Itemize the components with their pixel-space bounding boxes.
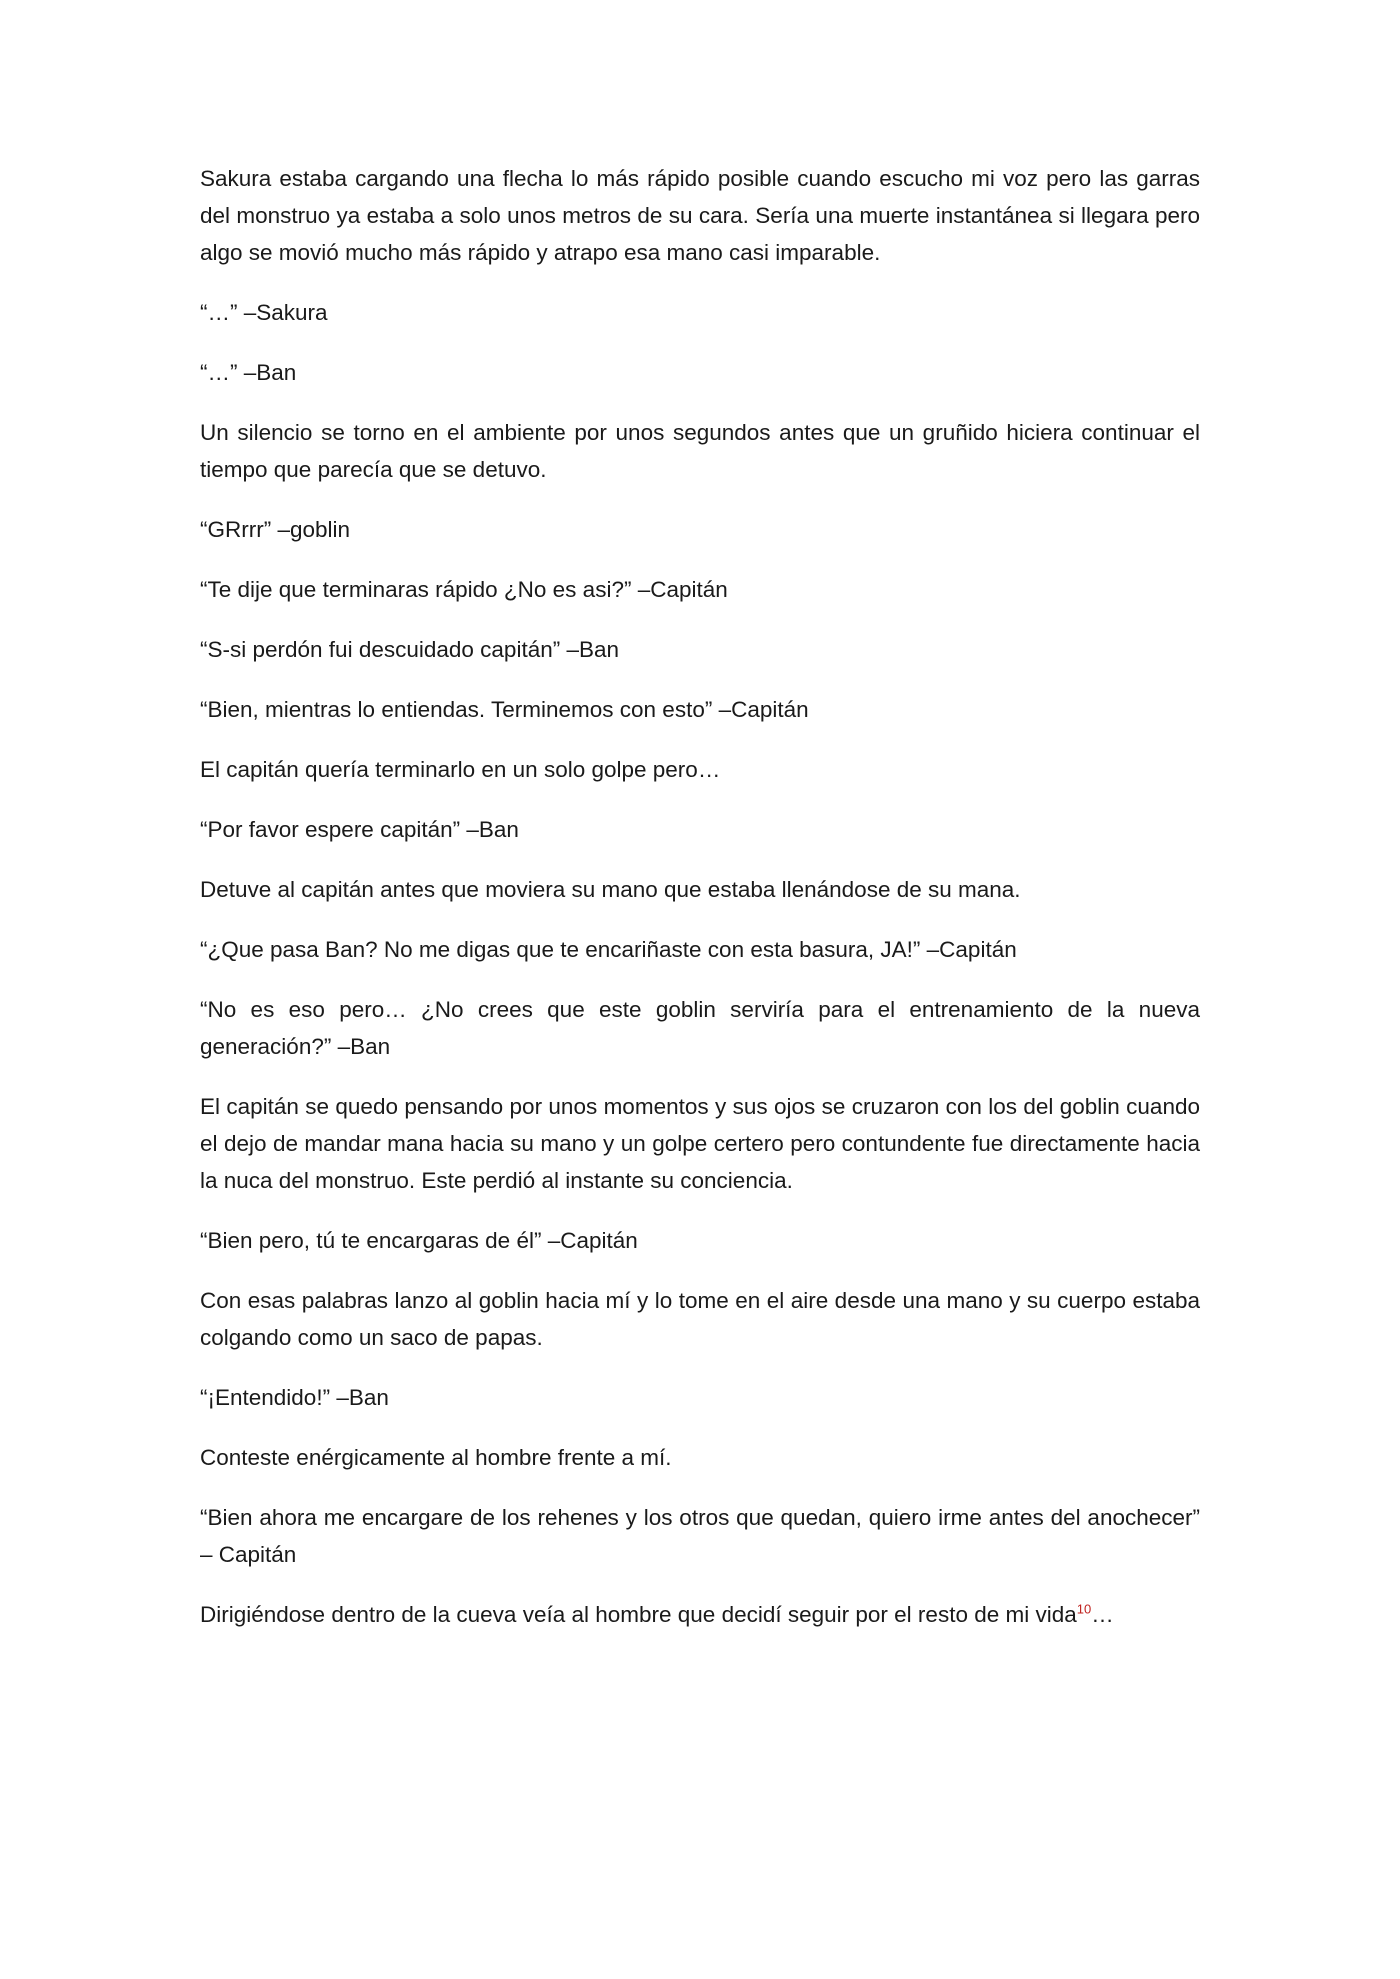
paragraph: Sakura estaba cargando una flecha lo más rápido posible cuando escucho mi voz pero las garras del monstruo ya estaba a solo unos metros de su cara. Sería una muerte instantánea si llegara pero algo se movió mucho más rápido y atrapo esa mano casi imparable. xyxy=(200,166,1200,265)
paragraph: Conteste enérgicamente al hombre frente a mí. xyxy=(200,1445,672,1470)
dialogue-line: “Bien pero, tú te encargaras de él” –Capitán xyxy=(200,1228,638,1253)
dialogue-line: “…” –Ban xyxy=(200,360,297,385)
paragraph: El capitán se quedo pensando por unos momentos y sus ojos se cruzaron con los del goblin cuando el dejo de mandar mana hacia su mano y un golpe certero pero contundente fue directamente hacia la nuca del monstruo. Este perdió al instante su conciencia. xyxy=(200,1094,1200,1193)
paragraph: Detuve al capitán antes que moviera su mano que estaba llenándose de su mana. xyxy=(200,877,1021,902)
dialogue-line: “¿Que pasa Ban? No me digas que te encariñaste con esta basura, JA!” –Capitán xyxy=(200,937,1017,962)
dialogue-line: “No es eso pero… ¿No crees que este goblin serviría para el entrenamiento de la nueva generación?” –Ban xyxy=(200,997,1200,1059)
dialogue-line: “GRrrr” –goblin xyxy=(200,517,351,542)
final-paragraph-ellipsis: … xyxy=(1091,1602,1114,1627)
dialogue-line: “…” –Sakura xyxy=(200,300,328,325)
footnote-reference[interactable]: 10 xyxy=(1076,1601,1092,1617)
dialogue-line: “S-si perdón fui descuidado capitán” –Ban xyxy=(200,637,620,662)
dialogue-line: “Por favor espere capitán” –Ban xyxy=(200,817,519,842)
final-paragraph-text: Dirigiéndose dentro de la cueva veía al hombre que decidí seguir por el resto de mi vida xyxy=(200,1602,1077,1627)
text-body xyxy=(200,160,1200,1656)
dialogue-line: “¡Entendido!” –Ban xyxy=(200,1385,389,1410)
final-paragraph xyxy=(200,1596,1200,1633)
paragraph: Un silencio se torno en el ambiente por unos segundos antes que un gruñido hiciera continuar el tiempo que parecía que se detuvo. xyxy=(200,420,1200,482)
dialogue-line: “Te dije que terminaras rápido ¿No es asi?” –Capitán xyxy=(200,577,728,602)
dialogue-line: “Bien, mientras lo entiendas. Terminemos con esto” –Capitán xyxy=(200,697,809,722)
paragraph: El capitán quería terminarlo en un solo golpe pero… xyxy=(200,757,721,782)
paragraph: Con esas palabras lanzo al goblin hacia mí y lo tome en el aire desde una mano y su cuerpo estaba colgando como un saco de papas. xyxy=(200,1288,1200,1350)
dialogue-line: “Bien ahora me encargare de los rehenes y los otros que quedan, quiero irme antes del anochecer” – Capitán xyxy=(200,1505,1200,1567)
